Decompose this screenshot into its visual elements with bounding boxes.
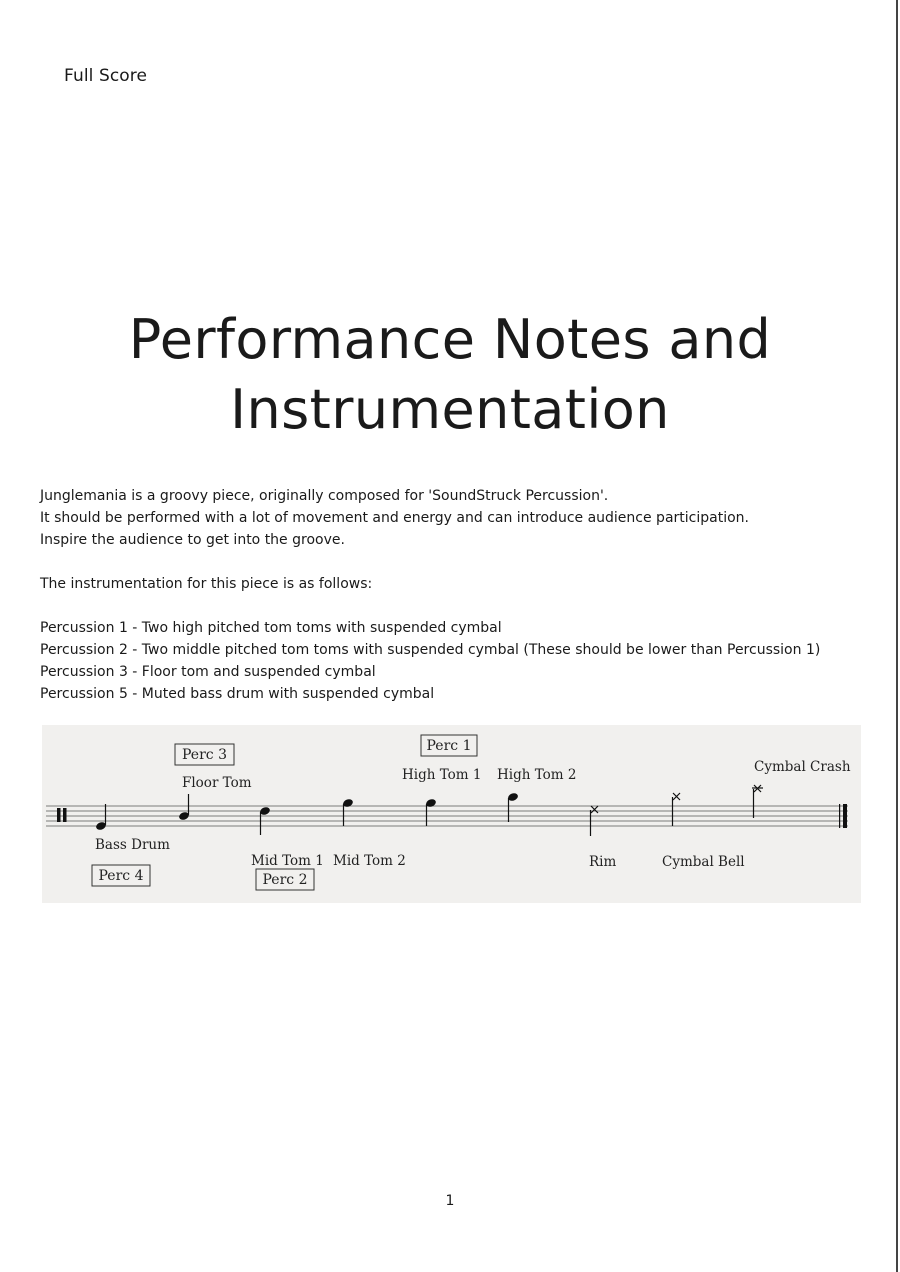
perc-2-box xyxy=(256,869,314,890)
rim-label: Rim xyxy=(589,854,617,870)
high-tom-1-label: High Tom 1 xyxy=(402,767,482,783)
intro-line: Inspire the audience to get into the groove. xyxy=(40,532,345,548)
instrumentation-item: Percussion 1 - Two high pitched tom toms with suspended cymbal xyxy=(40,620,502,636)
mid-tom-1-label: Mid Tom 1 xyxy=(251,853,324,869)
final-barline xyxy=(839,804,847,828)
cymbal-bell-label: Cymbal Bell xyxy=(662,854,745,870)
intro-line: It should be performed with a lot of movement and energy and can introduce audience participation. xyxy=(40,510,749,526)
cymbal-crash-label: Cymbal Crash xyxy=(754,759,851,775)
page-title xyxy=(0,305,900,445)
bass-drum-note xyxy=(95,804,107,831)
mid-tom-2-note xyxy=(342,798,354,826)
cymbal-crash-note xyxy=(752,785,763,818)
svg-text:Perc 4: Perc 4 xyxy=(98,868,144,884)
instrumentation-item: Percussion 5 - Muted bass drum with suspended cymbal xyxy=(40,686,435,702)
instrumentation-intro: The instrumentation for this piece is as follows: xyxy=(40,576,373,592)
mid-tom-2-label: Mid Tom 2 xyxy=(333,853,406,869)
percussion-clef xyxy=(57,808,67,822)
title-line-1: Performance Notes and xyxy=(128,308,772,371)
score-type-label: Full Score xyxy=(64,66,148,86)
svg-text:Perc 2: Perc 2 xyxy=(262,872,308,888)
high-tom-1-note xyxy=(425,798,437,826)
page-edge-rule xyxy=(896,0,898,1272)
instrumentation-item: Percussion 2 - Two middle pitched tom toms with suspended cymbal (These should be lower than Percussion 1) xyxy=(40,642,821,658)
instrumentation-item: Percussion 3 - Floor tom and suspended cymbal xyxy=(40,664,376,680)
intro-line: Junglemania is a groovy piece, originally composed for 'SoundStruck Percussion'. xyxy=(40,488,609,504)
notation-legend-staff xyxy=(42,725,861,903)
svg-text:Perc 3: Perc 3 xyxy=(182,747,227,763)
perc-4-box xyxy=(92,865,150,886)
staff-lines xyxy=(46,806,848,826)
bass-drum-label: Bass Drum xyxy=(95,837,170,853)
high-tom-2-label: High Tom 2 xyxy=(497,767,577,783)
page-number: 1 xyxy=(445,1193,455,1209)
notation-legend xyxy=(42,725,861,903)
svg-text:Perc 1: Perc 1 xyxy=(426,738,472,754)
performance-notes xyxy=(40,485,820,705)
floor-tom-label: Floor Tom xyxy=(182,775,252,791)
floor-tom-note xyxy=(178,794,190,821)
high-tom-2-note xyxy=(507,792,519,822)
mid-tom-1-note xyxy=(259,806,271,835)
perc-1-box xyxy=(421,735,477,756)
perc-3-box xyxy=(175,744,234,765)
title-line-2: Instrumentation xyxy=(230,378,670,441)
